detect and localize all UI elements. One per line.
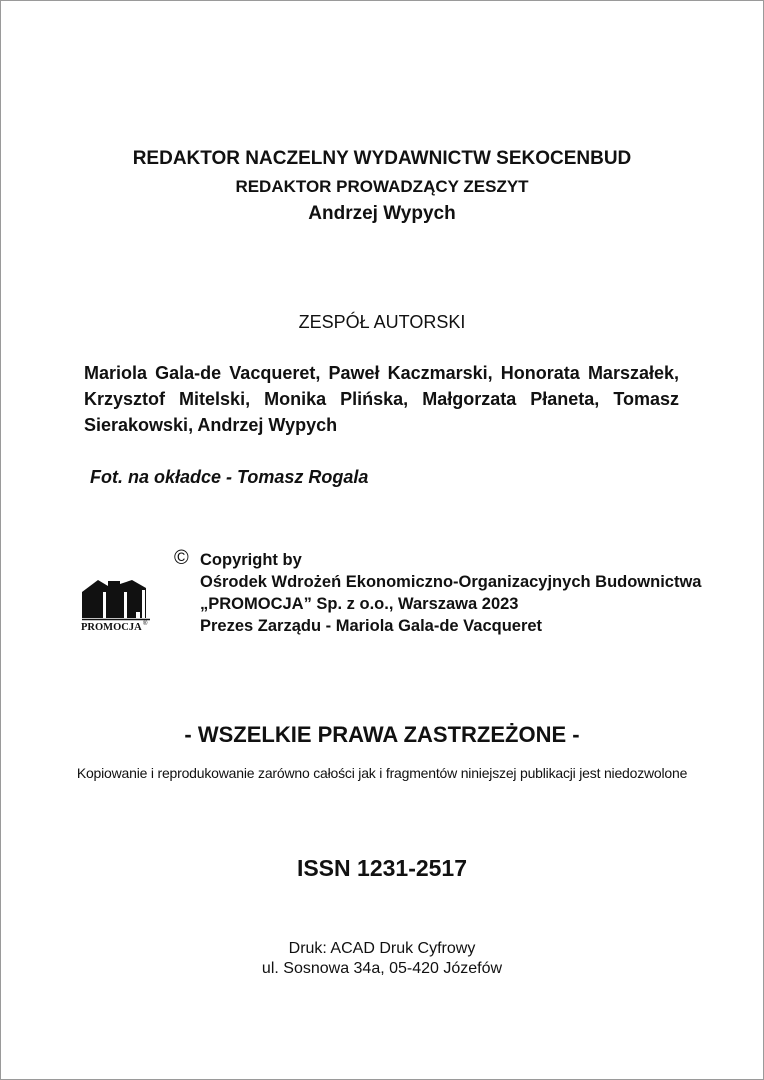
editor-name: Andrzej Wypych [308, 203, 456, 224]
rights-reserved-heading: - WSZELKIE PRAWA ZASTRZEŻONE - [184, 722, 580, 747]
copyright-block [200, 549, 760, 637]
copyright-line: „PROMOCJA” Sp. z o.o., Warszawa 2023 [200, 595, 519, 613]
editor-in-chief-title: REDAKTOR NACZELNY WYDAWNICTW SEKOCENBUD [132, 148, 632, 169]
photo-credit: Fot. na okładce - Tomasz Rogala [90, 467, 369, 487]
authors-list: Mariola Gala-de Vacqueret, Paweł Kaczmarski, Honorata Marszałek, Krzysztof Mitelski, Monika Plińska, Małgorzata Płaneta, Tomasz Sierakowski, Andrzej Wypych [84, 363, 679, 435]
copyright-symbol: © [174, 547, 189, 569]
authors-heading: ZESPÓŁ AUTORSKI [298, 312, 466, 332]
rights-reserved-note: Kopiowanie i reprodukowanie zarówno całości jak i fragmentów niniejszej publikacji jest niedozwolone [76, 765, 688, 781]
registered-mark: ® [143, 621, 148, 627]
copyright-line: Copyright by [200, 551, 302, 569]
promocja-building-logo [80, 578, 152, 634]
printer-name: Druk: ACAD Druk Cyfrowy [288, 940, 476, 957]
print-info [0, 939, 764, 979]
printer-address: ul. Sosnowa 34a, 05-420 Józefów [261, 960, 503, 977]
copyright-line: Ośrodek Wdrożeń Ekonomiczno-Organizacyjnych Budownictwa [200, 573, 702, 591]
copyright-line: Prezes Zarządu - Mariola Gala-de Vacqueret [200, 617, 543, 635]
managing-editor-title: REDAKTOR PROWADZĄCY ZESZYT [235, 177, 529, 196]
issn-number: ISSN 1231-2517 [296, 855, 468, 881]
logo-text: PROMOCJA [81, 622, 142, 633]
